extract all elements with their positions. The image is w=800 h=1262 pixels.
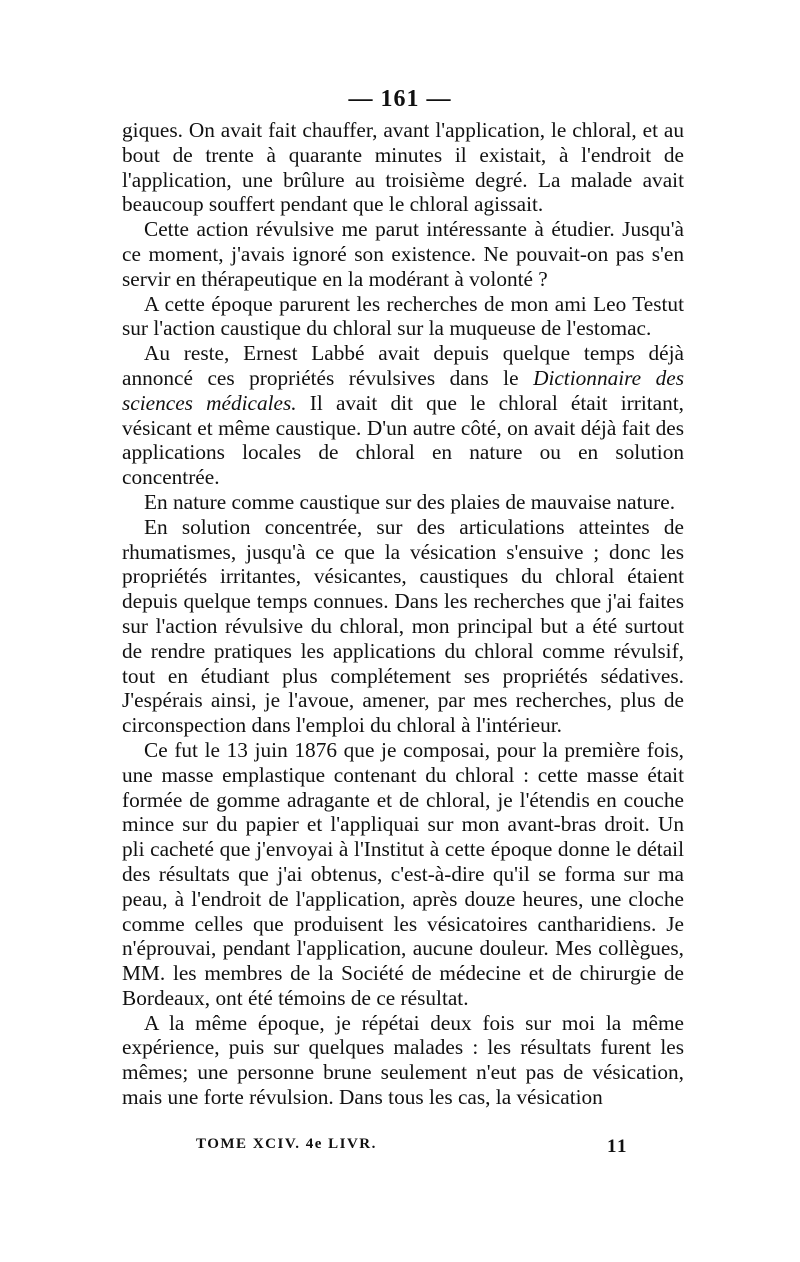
- volume-label: TOME XCIV. 4e LIVR.: [196, 1136, 377, 1152]
- paragraph: En solution concentrée, sur des articulations atteintes de rhumatismes, jusqu'à ce que la vésication s'ensuive ; donc les propriétés irritantes, vésicantes, caustiques du chloral étaient depuis quelque temps connues. Dans les recherches que j'ai faites sur l'action révulsive du chloral, mon principal but a été surtout de rendre pratiques les applications du chloral comme révulsif, tout en étudiant plus complétement ses propriétés sédatives. J'espérais ainsi, je l'avoue, amener, par mes recherches, plus de circonspection dans l'emploi du chloral à l'intérieur.: [122, 514, 684, 738]
- page-footer: [196, 1136, 628, 1157]
- paragraph: A cette époque parurent les recherches de mon ami Leo Testut sur l'action caustique du chloral sur la muqueuse de l'estomac.: [122, 291, 684, 341]
- paragraph: [122, 341, 684, 490]
- paragraph: giques. On avait fait chauffer, avant l'application, le chloral, et au bout de trente à quarante minutes il existait, à l'endroit de l'application, une brûlure au troisième degré. La malade avait beaucoup souffert pendant que le chloral agissait.: [122, 118, 684, 217]
- page-number: — 161 —: [348, 86, 452, 112]
- paragraph: Cette action révulsive me parut intéressante à étudier. Jusqu'à ce moment, j'avais ignoré son existence. Ne pouvait-on pas s'en servir en thérapeutique en la modérant à volonté ?: [122, 217, 684, 291]
- body-text: [122, 118, 684, 1110]
- paragraph-text: Au reste, Ernest Labbé avait depuis quelque temps déjà annoncé ces propriétés révulsives dans le: [122, 341, 684, 390]
- paragraph: A la même époque, je répétai deux fois sur moi la même expérience, puis sur quelques malades : les résultats furent les mêmes; une personne brune seulement n'eut pas de vésication, mais une forte révulsion. Dans tous les cas, la vésication: [122, 1010, 684, 1110]
- paragraph: En nature comme caustique sur des plaies de mauvaise nature.: [144, 489, 676, 514]
- paragraph: Ce fut le 13 juin 1876 que je composai, pour la première fois, une masse emplastique contenant du chloral : cette masse était formée de gomme adragante et de chloral, je l'étendis en couche mince sur du papier et l'appliquai sur mon avant-bras droit. Un pli cacheté que j'envoyai à l'Institut à cette époque donne le détail des résultats que j'ai obtenus, c'est-à-dire qu'il se forma sur ma peau, à l'endroit de l'application, après douze heures, une cloche comme celles que produisent les vésicatoires cantharidiens. Je n'éprouvai, pendant l'application, aucune douleur. Mes collègues, MM. les membres de la Société de médecine et de chirurgie de Bordeaux, ont été témoins de ce résultat.: [122, 737, 684, 1010]
- paragraph-text: Il avait dit que le chloral était irritant, vésicant et même caustique. D'un autre côté, on avait déjà fait des applications locales de chloral en nature ou en solution concentrée.: [122, 390, 684, 490]
- italic-title: Dictionnaire des sciences médicales.: [122, 365, 684, 415]
- signature-mark: 11: [607, 1136, 628, 1157]
